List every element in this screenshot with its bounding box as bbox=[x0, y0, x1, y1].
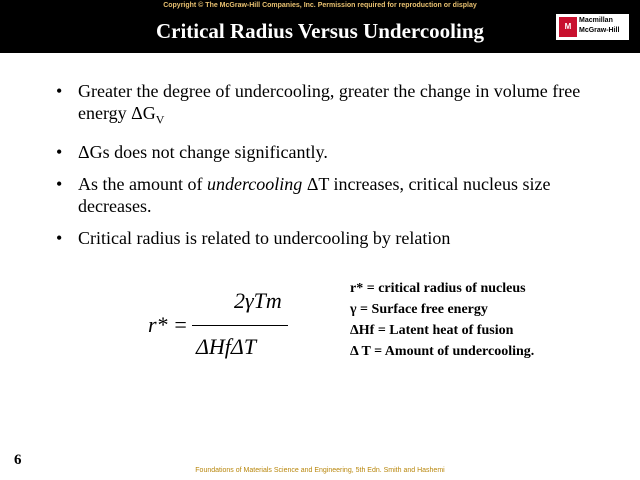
slide-title: Critical Radius Versus Undercooling bbox=[155, 19, 485, 43]
copyright-notice: Copyright © The McGraw-Hill Companies, Inc. Permission required for reproduction or display bbox=[163, 2, 477, 9]
slide-header bbox=[0, 0, 640, 53]
variable-definitions bbox=[350, 278, 620, 362]
equation-lhs: r* = bbox=[148, 312, 188, 337]
mcgraw-hill-logo-icon: M bbox=[559, 17, 577, 37]
bullet-icon: • bbox=[56, 173, 63, 194]
bullet-item: • ΔGs does not change significantly. bbox=[56, 141, 328, 162]
page-number: 6 bbox=[14, 452, 22, 468]
publisher-logo bbox=[556, 14, 629, 40]
footer-citation: Foundations of Materials Science and Engineering, 5th Edn. Smith and Hashemi bbox=[195, 467, 445, 474]
bullet-item: • Greater the degree of undercooling, greater the change in volume free energy $\Delta G_V$ bbox=[56, 81, 581, 127]
bullet-icon: • bbox=[56, 141, 63, 162]
definition-item: ΔHf = Latent heat of fusion bbox=[350, 323, 514, 338]
bullet-list bbox=[56, 80, 596, 259]
bullet-icon: • bbox=[56, 81, 63, 101]
definition-item: γ = Surface free energy bbox=[350, 302, 488, 317]
bullet-item: • As the amount of undercooling ΔT increases, critical nucleus size decreases. bbox=[56, 173, 551, 216]
definition-item: Δ T = Amount of undercooling. bbox=[350, 344, 535, 359]
critical-radius-equation bbox=[148, 288, 298, 368]
bullet-icon: • bbox=[56, 227, 63, 248]
bullet-item: • Critical radius is related to undercooling by relation bbox=[56, 227, 451, 248]
equation-numerator: 2γTm bbox=[234, 288, 282, 313]
logo-text: Macmillan McGraw-Hill bbox=[579, 17, 620, 34]
definition-item: r* = critical radius of nucleus bbox=[350, 281, 526, 296]
equation-denominator: ΔHfΔT bbox=[196, 334, 257, 359]
fraction-bar bbox=[192, 325, 288, 326]
